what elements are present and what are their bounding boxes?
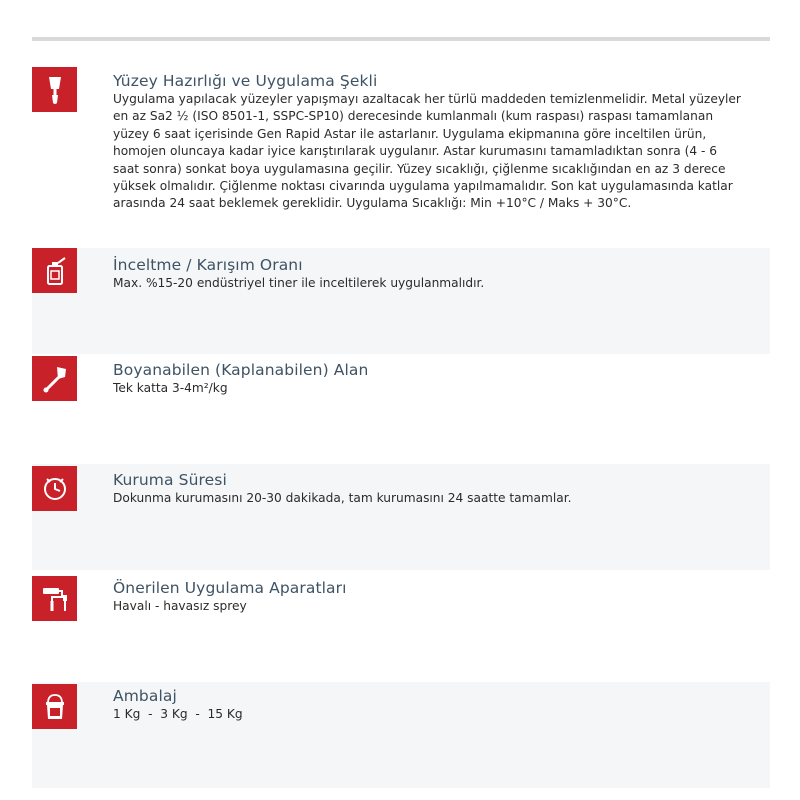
section-text-line: Havalı - havasız sprey: [113, 599, 247, 613]
section-drying-time: [32, 464, 770, 570]
section-coverage-area: [32, 354, 770, 464]
thinner-can-icon: [32, 248, 77, 293]
spatula-icon: [32, 67, 77, 112]
section-text-line: yüksek olmalıdır. Çiğlenme noktası civarında uygulama yapılmamalıdır. Son kat uygulamasında katlar: [113, 179, 733, 194]
section-text-line: Uygulama yapılacak yüzeyler yapışmayı azaltacak her türlü maddeden temizlenmelidir. Metal yüzeyler: [113, 92, 741, 106]
section-title: Ambalaj: [113, 687, 177, 705]
paint-tools-icon: [32, 576, 77, 621]
section-thinning-ratio: [32, 248, 770, 354]
top-divider: [32, 37, 770, 41]
section-text-line: Tek katta 3-4m²/kg: [113, 381, 228, 395]
section-title: İnceltme / Karışım Oranı: [113, 256, 303, 274]
section-text-line: yüzey 6 saat içerisinde Gen Rapid Astar ile astarlanır. Uygulama ekipmanına göre inceltilen ürün,: [113, 126, 707, 141]
section-title: Boyanabilen (Kaplanabilen) Alan: [113, 361, 369, 379]
paint-bucket-icon: [32, 684, 77, 729]
paintbrush-icon: [32, 356, 77, 401]
section-title: Yüzey Hazırlığı ve Uygulama Şekli: [113, 72, 378, 90]
section-text-line: saat sonra) sonkat boya uygulamasına geçilir. Yüzey sıcaklığı, çiğlenme sıcaklığından en az 3 derece: [113, 161, 726, 176]
section-text-line: en az Sa2 ½ (ISO 8501-1, SSPC-SP10) derecesinde kumlanmalı (kum raspası) raspası tamamlanan: [113, 109, 714, 124]
section-packaging: [32, 682, 770, 788]
section-text-line: arasında 24 saat beklemek gereklidir. Uygulama Sıcaklığı: Min +10°C / Maks + 30°C.: [113, 196, 632, 211]
section-text-line: homojen oluncaya kadar iyice karıştırılarak uygulanır. Astar kurumasını tamamladıktan sonra (4 - 6: [113, 144, 718, 159]
section-recommended-tools: [32, 570, 770, 682]
section-text-line: 1 Kg - 3 Kg - 15 Kg: [113, 707, 243, 721]
section-title: Önerilen Uygulama Aparatları: [113, 579, 347, 597]
section-title: Kuruma Süresi: [113, 471, 227, 489]
section-surface-preparation: [32, 62, 770, 232]
section-text-line: Dokunma kurumasını 20-30 dakikada, tam kurumasını 24 saatte tamamlar.: [113, 491, 572, 505]
section-text-line: Max. %15-20 endüstriyel tiner ile inceltilerek uygulanmalıdır.: [113, 276, 485, 290]
clock-icon: [32, 466, 77, 511]
